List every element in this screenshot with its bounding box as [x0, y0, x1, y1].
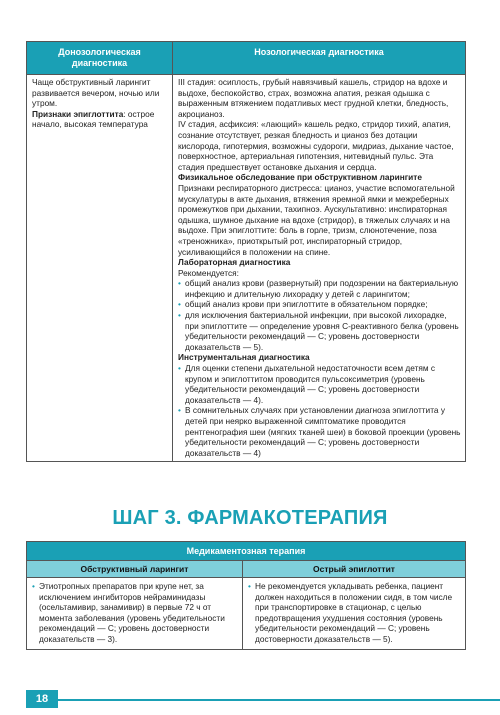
- epiglottitis-therapy-item: • Не рекомендуется укладывать ребенка, пациент должен находиться в положении сидя, в том числе при транспортировке в стационар, с целью предотвращения ухудшения состояния (уровень убедительности рекомендаций — С; уровень достоверности доказательств — 5).: [248, 581, 460, 645]
- physical-exam-title: Физикальное обследование при обструктивном ларингите: [178, 172, 422, 183]
- physical-exam-text: Признаки респираторного дистресса: цианоз, участие вспомогательной мускулатуры в акте дыхания, втяжения яремной ямки и межреберных промежутков при дыхании, тахипноэ. Аускультативно: инспираторная одышка, шумное дыхание на вдохе (стридор), в тяжелых случаях и на выдохе. При эпиглоттите: боль в горле, тризм, слюнотечение, поза «треножника», приоткрытый рот, инспираторный стридор, усиливающийся в положении на спине.: [178, 182, 455, 257]
- laryngitis-therapy-item: • Этиотропных препаратов при крупе нет, за исключением ингибиторов нейраминидазы (осельтамивир, занамивир) в первые 72 ч от момента заболевания (уровень убедительности рекомендаций — С; уровень достоверности доказательств — 3).: [32, 581, 237, 645]
- pharmacotherapy-table: [26, 541, 466, 650]
- stage-4-text: IV стадия, асфиксия: «лающий» кашель редко, стридор тихий, апатия, сознание отсутствует, резкая бледность и цианоз без дотации кислорода, гипотермия, возможны судороги, мидриаз, дыхание частое, поверхностное, артериальная гипотензия, нитевидный пульс. Эта стадия предшествует остановке дыхания и сердца.: [178, 119, 454, 172]
- instrumental-item: • В сомнительных случаях при установлении диагноза эпиглоттита у детей при неярко выраженной симптоматике проводится рентгенография шеи (мягких тканей шеи) в боковой проекции (уровень убедительности рекомендаций — С; уровень достоверности доказательств — 4): [178, 405, 461, 458]
- lab-diagnostics-title: Лабораторная диагностика: [178, 257, 291, 268]
- instrumental-item: • Для оценки степени дыхательной недостаточности всем детям с крупом и эпиглоттитом проводится пульсоксиметрия (уровень убедительности рекомендаций — С; уровень достоверности доказательств — 4).: [178, 363, 461, 405]
- onset-text: Чаще обструктивный ларингит развивается вечером, ночью или утром.: [32, 77, 160, 109]
- column-obstructive-laryngitis: Обструктивный ларингит: [27, 561, 243, 578]
- diagnostics-table: [26, 41, 466, 462]
- prenosological-cell: [27, 75, 173, 462]
- lab-item: • общий анализ крови при эпиглоттите в обязательном порядке;: [178, 299, 461, 310]
- nosological-cell: [173, 75, 466, 462]
- epiglottitis-therapy-cell: [243, 578, 466, 650]
- column-acute-epiglottitis: Острый эпиглоттит: [243, 561, 466, 578]
- epiglottitis-signs: [32, 109, 168, 130]
- instrumental-diagnostics-title: Инструментальная диагностика: [178, 352, 310, 363]
- section-title: ШАГ 3. ФАРМАКОТЕРАПИЯ: [112, 507, 388, 529]
- pharmacotherapy-header: Медикаментозная терапия: [27, 542, 466, 561]
- laryngitis-therapy-cell: [27, 578, 243, 650]
- epiglottitis-signs-text: : острое начало, высокая температура: [32, 108, 155, 130]
- header-nosological: Нозологическая диагностика: [173, 42, 466, 75]
- lab-item: • общий анализ крови (развернутый) при подозрении на бактериальную инфекцию и длительную лихорадку у детей с ларингитом;: [178, 278, 461, 299]
- stage-3-text: III стадия: осиплость, грубый навязчивый кашель, стридор на вдохе и выдохе, беспокойство, страх, возможна апатия, резкая одышка с выраженным втяжением податливых мест грудной клетки, бледность, акроцианоз.: [178, 77, 449, 119]
- page-number: 18: [26, 690, 58, 708]
- footer-rule: [58, 699, 500, 701]
- lab-item: • для исключения бактериальной инфекции, при высокой лихорадке, при эпиглоттите — определение уровня С-реактивного белка (уровень убедительности рекомендаций — С; уровень достоверности доказательств — 5).: [178, 310, 461, 352]
- header-prenosological: Донозологическая диагностика: [27, 42, 173, 75]
- epiglottitis-signs-label: Признаки эпиглоттита: [32, 108, 124, 119]
- lab-intro: Рекомендуется:: [178, 267, 239, 278]
